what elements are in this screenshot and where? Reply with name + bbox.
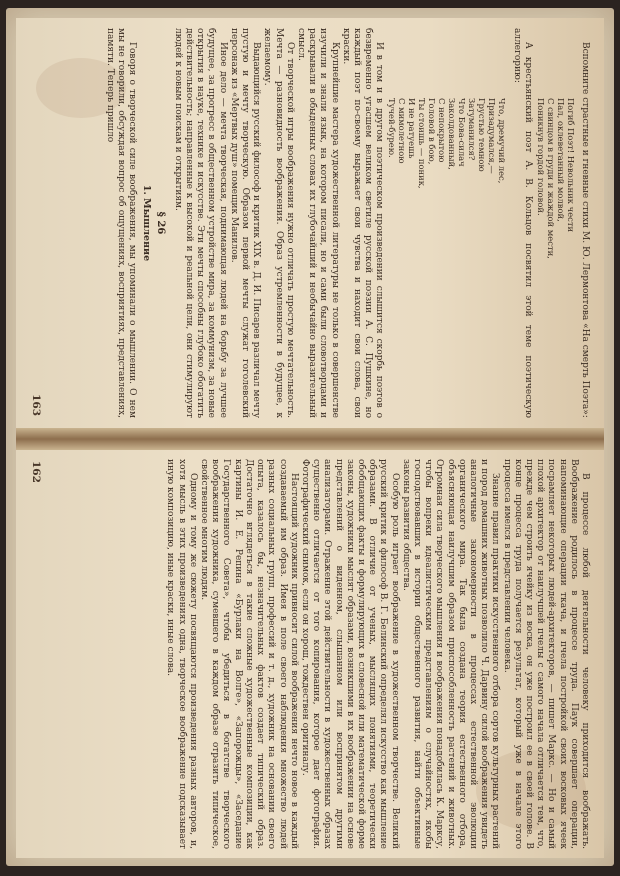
paragraph: В процессе любой деятельности человеку приходится воображать. Воображение родилось в процессе труда. Паук совершает операции, напоминающие операции ткача, и пчела постройкой своих восковых ячеек посрамляет некоторых людей-архитекторов, — пишет Маркс. — Но и самый плохой архитектор от наилучшей пчелы с самого начала отличается тем, что, прежде чем строить ячейку из воска, он уже построил ее в своей голове. В конце процесса труда получается результат, который уже в начале этого процесса имелся в представлении человека.	[501, 459, 590, 849]
poem-line: С свинцом в груди и жаждой мести,	[545, 98, 556, 259]
poem-line: Грустью темною	[477, 98, 488, 172]
book-spread	[6, 8, 614, 866]
poem-line: Поникнув гордой головой.	[535, 98, 546, 216]
poem-line: Что, дремучий лес,	[497, 98, 508, 184]
paragraph: От творческой игры воображения нужно отличать простую мечтательность. Мечта — разновидность воображения. Образ устремленности в будущее, к желаемому.	[262, 28, 295, 418]
paragraph: И в том и в другом поэтическом произведении слышится скорбь поэтов о безвременно угасшем великом светиле русской поэзии А. С. Пушкине, но каждый поэт по-своему выражает свои чувства и находит свои слова, свои краски.	[340, 28, 385, 418]
page-163-content	[30, 28, 590, 418]
poem-line: И не ратуешь	[407, 98, 418, 159]
paragraph: Вспомните страстные и гневные стихи М. Ю. Лермонтова «На смерть Поэта»:	[580, 42, 590, 418]
poem-koltsov	[387, 98, 507, 418]
poem-line: Что Бова-силач	[457, 98, 468, 167]
paragraph: Говоря о творческой силе воображения, мы упоминали о мышлении. О нем мы не говорили, обсуждая вопрос об ощущениях, восприятиях, представлениях, памяти. Теперь пришло	[104, 28, 138, 418]
page-162-content	[30, 459, 590, 849]
section-title: 1. Мышление	[141, 184, 153, 262]
page-163	[16, 18, 604, 428]
page-number: 162	[30, 461, 42, 483]
poem-line: Погиб Поэт! Невольник чести	[565, 98, 576, 233]
paragraph: Выдающийся русский философ и критик XIX в. Д. И. Писарев различал мечту пустую и мечту творческую. Образом первой мечты служат гоголевский персонаж из «Мертвых душ» помещик Манилов.	[228, 28, 262, 418]
poem-line: Пал, оклеветанный молвой,	[555, 98, 566, 222]
poem-lermontov	[536, 98, 576, 418]
paragraph: Знание правил практики искусственного отбора сортов культурных растений и пород домашних животных позволило Ч. Дарвину силой воображения увидеть аналогичные закономерности в процессах естественной эволюции органического мира. Так была создана теория естественного отбора, объясняющая наилучшим образом приспособленность растений и животных. Огромная сила творческого мышления и воображения понадобилась К. Марксу, чтобы вопреки идеалистическим представлениям о случайностях, якобы господствовавших в истории общественного развития, найти объективные законы развития общества.	[400, 459, 501, 849]
paragraph: Крупнейшие мастера художественной литературы не только в совершенстве изучили и знали язык, на котором писали, но и сами были словотворцами и раскрывали в обыденных словах их глубочайший и необычайно выразительный смысл.	[295, 28, 340, 418]
poem-line: Затуманился?	[467, 98, 478, 161]
paragraph: А крестьянский поэт А. В. Кольцов посвятил этой теме поэтическую аллегорию:	[511, 28, 533, 418]
page-number: 163	[30, 394, 42, 416]
page-163-text	[104, 28, 590, 418]
poem-line: Заколдованный,	[447, 98, 458, 170]
poem-line: Головой в бою,	[427, 98, 438, 165]
paragraph: Иное дело — мечта творческая, поднимающая людей на борьбу за лучшее будущее, за прогресс в общественном устройстве мира, за коммунизм, за новые открытия в науке, технике и искусстве. Эти мечты способны глубоко обогатить действительность; направленные к высокой и реальной цели, они стимулируют людей к новым поискам и открытиям.	[172, 28, 228, 418]
book-spine	[16, 428, 604, 450]
paragraph: Одному и тому же сюжету посвящаются произведения разных авторов, и, хотя мысль в этих произведениях одна, творческое воображение подсказывает иную композицию, иные краски, иные слова.	[165, 459, 198, 849]
poem-line: Призадумался,—	[487, 98, 498, 174]
poem-line: Тучей-бурею.	[387, 98, 398, 158]
paragraph: Особую роль играет воображение в художественном творчестве. Великий русский критик и философ В. Г. Белинский определял искусство как мышление образами. В отличие от ученых, мыслящих понятиями, теоретически обобщающих факты и формулирующих в словесной или математической форме законы, художники мыслят образами, возникшими в их воображении на основе представлений о виденном, слышанном или воспринятом другими анализаторами. Отражение этой действительности в художественных образах существенно отличается от того копирования, которое дает фотография. Фотографический снимок, если он хорош, тождествен оригиналу.	[299, 459, 400, 849]
section-number: § 26	[154, 211, 166, 235]
page-162-text	[164, 459, 590, 849]
poem-line: Ты стоишь — поник,	[417, 98, 428, 189]
poem-line: С мимолетною	[397, 98, 408, 164]
poem-line: С непокрытою	[437, 98, 448, 163]
page-162	[16, 450, 604, 858]
paragraph: Настоящий художник привносит силой воображения нечто новое в каждый создаваемый им образ. Имея в поле своего наблюдения множество людей разных социальных групп, профессий и т. д., художник на основании своего опыта, казалось бы, незначительных фактов создает типический образ. Достаточно вглядеться в такие сложные художественные композиции, как картины И. Е. Репина «Бурлаки на Волге», «Запорожцы», «Заседание Государственного Совета», чтобы убедиться в богатстве творческого воображения художника, сумевшего в каждом образе отразить типическое, свойственное многим людям.	[199, 459, 299, 849]
